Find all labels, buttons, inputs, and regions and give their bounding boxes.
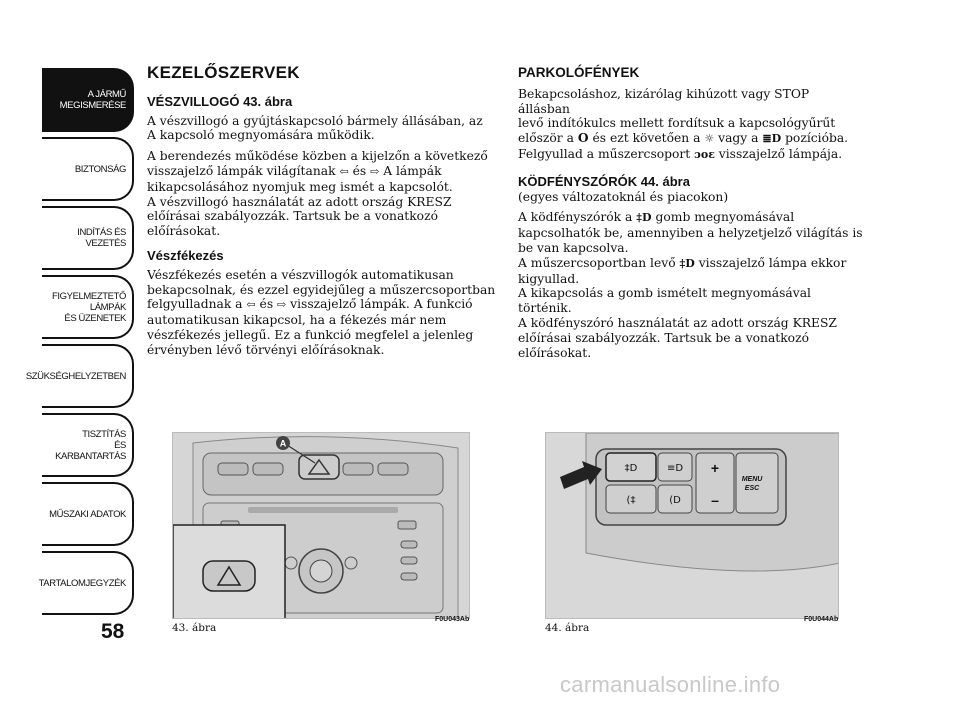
hazard-text-1: A vészvillogó a gyújtáskapcsoló bármely állásában, az A kapcsoló megnyomására működik. <box>147 113 483 143</box>
menu-button-label: MENU <box>741 476 763 483</box>
plus-button-label: + <box>710 460 720 476</box>
fog-heading: KÖDFÉNYSZÓRÓK 44. ábra <box>518 173 690 189</box>
emergency-heading: Vészfékezés <box>147 247 224 263</box>
text-span: A berendezés működése közben a kijelzőn a következő visszajelző lámpák világítanak <box>147 149 488 178</box>
sidelight-sun-icon: ☼ <box>704 132 715 146</box>
minus-button-label: – <box>711 492 719 508</box>
text-span: gomb megnyomásával kapcsolhatók be, amennyiben a helyzetjelző világítás is be van kapcsolva. A műszercsoportban levő <box>518 210 863 270</box>
text-span: A ködfényszórók a <box>518 210 637 225</box>
tab-technical-data[interactable]: MŰSZAKI ADATOK <box>42 482 134 546</box>
fog-text <box>518 210 863 360</box>
text-span: visszajelző lámpák. A funkció automatikusan kikapcsol, ha a fékezés már nem vészfékezés jellegű. Ez a funkció megfelel a jelenleg érvényben lévő törvényi előírásoknak. <box>147 297 474 357</box>
parking-lamp-icon: ɔoɛ <box>694 147 715 161</box>
front-fog-icon: ‡D <box>624 463 638 474</box>
tab-warning-lights[interactable]: FIGYELMEZTETŐ LÁMPÁK ÉS ÜZENETEK <box>42 275 134 339</box>
tab-vehicle-overview[interactable]: A JÁRMŰ MEGISMERÉSE <box>42 68 134 132</box>
figure-43-hazard-switch <box>172 432 470 619</box>
front-fog-icon: ‡D <box>679 256 695 270</box>
turn-left-arrow-icon: ⇦ <box>246 298 256 312</box>
figure-44-caption: 44. ábra <box>545 622 590 634</box>
rear-fog-icon: (‡ <box>626 495 636 506</box>
esc-button-label: ESC <box>744 485 760 492</box>
hazard-button[interactable] <box>299 455 339 479</box>
callout-a-label: A <box>279 438 287 449</box>
turn-left-arrow-icon: ⇦ <box>339 164 349 178</box>
fog-subtitle: (egyes változatoknál és piacokon) <box>518 189 729 204</box>
text-span: és ezt követően a <box>588 131 705 146</box>
headlight-icon: ≡D <box>666 463 684 474</box>
tab-starting-driving[interactable]: INDÍTÁS ÉS VEZETÉS <box>42 206 134 270</box>
text-span: visszajelző lámpája. <box>714 146 843 161</box>
beam-icon: (D <box>669 495 681 506</box>
text-span: Vészfékezés esetén a vészvillogók automatikusan bekapcsolnak, és ezzel egyidejűleg a műszercsoportban felgyulladnak a <box>147 267 496 312</box>
text-span: és <box>255 297 278 312</box>
dashboard-radio-illustration <box>173 433 470 619</box>
figure-44-code: F0U044Ab <box>804 616 839 623</box>
parking-text <box>518 87 863 163</box>
page-number: 58 <box>101 620 125 643</box>
text-span: vagy a <box>714 131 763 146</box>
text-span: Bekapcsoláshoz, kizárólag kihúzott vagy STOP állásban levő indítókulcs mellett fordítsuk a kapcsológyűrűt először a <box>518 86 836 146</box>
text-span: A lámpák kikapcsolásához nyomjuk meg ismét a kapcsolót. A vészvillogó használatát az adott ország KRESZ előírásai szabályozzák. Tartsuk be a vonatkozó előírásokat. <box>147 163 453 239</box>
tab-emergency[interactable]: SZÜKSÉGHELYZETBEN <box>42 344 134 408</box>
figure-43-code: F0U043Ab <box>435 616 470 623</box>
emergency-text <box>147 268 497 358</box>
hazard-text-2 <box>147 149 497 239</box>
front-fog-icon: ‡D <box>636 211 652 225</box>
turn-right-arrow-icon: ⇨ <box>277 298 287 312</box>
watermark: carmanualsonline.info <box>560 672 781 697</box>
section-title: KEZELŐSZERVEK <box>147 63 300 82</box>
position-o: O <box>577 130 589 146</box>
hazard-heading: VÉSZVILLOGÓ 43. ábra <box>147 93 293 109</box>
text-span: és <box>348 163 371 178</box>
parking-heading: PARKOLÓFÉNYEK <box>518 65 640 80</box>
dipped-beam-icon: ≣D <box>762 132 782 146</box>
text-span: pozícióba. Felgyullad a műszercsoport <box>518 131 849 161</box>
left-column <box>147 63 497 370</box>
tab-index[interactable]: TARTALOMJEGYZÉK <box>42 551 134 615</box>
tab-safety[interactable]: BIZTONSÁG <box>42 137 134 201</box>
figure-43-caption: 43. ábra <box>172 622 217 634</box>
right-column <box>518 66 863 372</box>
light-switch-illustration <box>546 433 839 619</box>
tab-maintenance[interactable]: TISZTÍTÁS ÉS KARBANTARTÁS <box>42 413 134 477</box>
text-span: visszajelző lámpa ekkor kigyullad. A kikapcsolás a gomb ismételt megnyomásával történik. A ködfényszóró használatát az adott ország KRESZ előírásai szabályozzák. Tartsuk be a vonatkozó előírásokat. <box>518 255 847 360</box>
turn-right-arrow-icon: ⇨ <box>370 164 380 178</box>
figure-44-fog-switch <box>545 432 839 619</box>
